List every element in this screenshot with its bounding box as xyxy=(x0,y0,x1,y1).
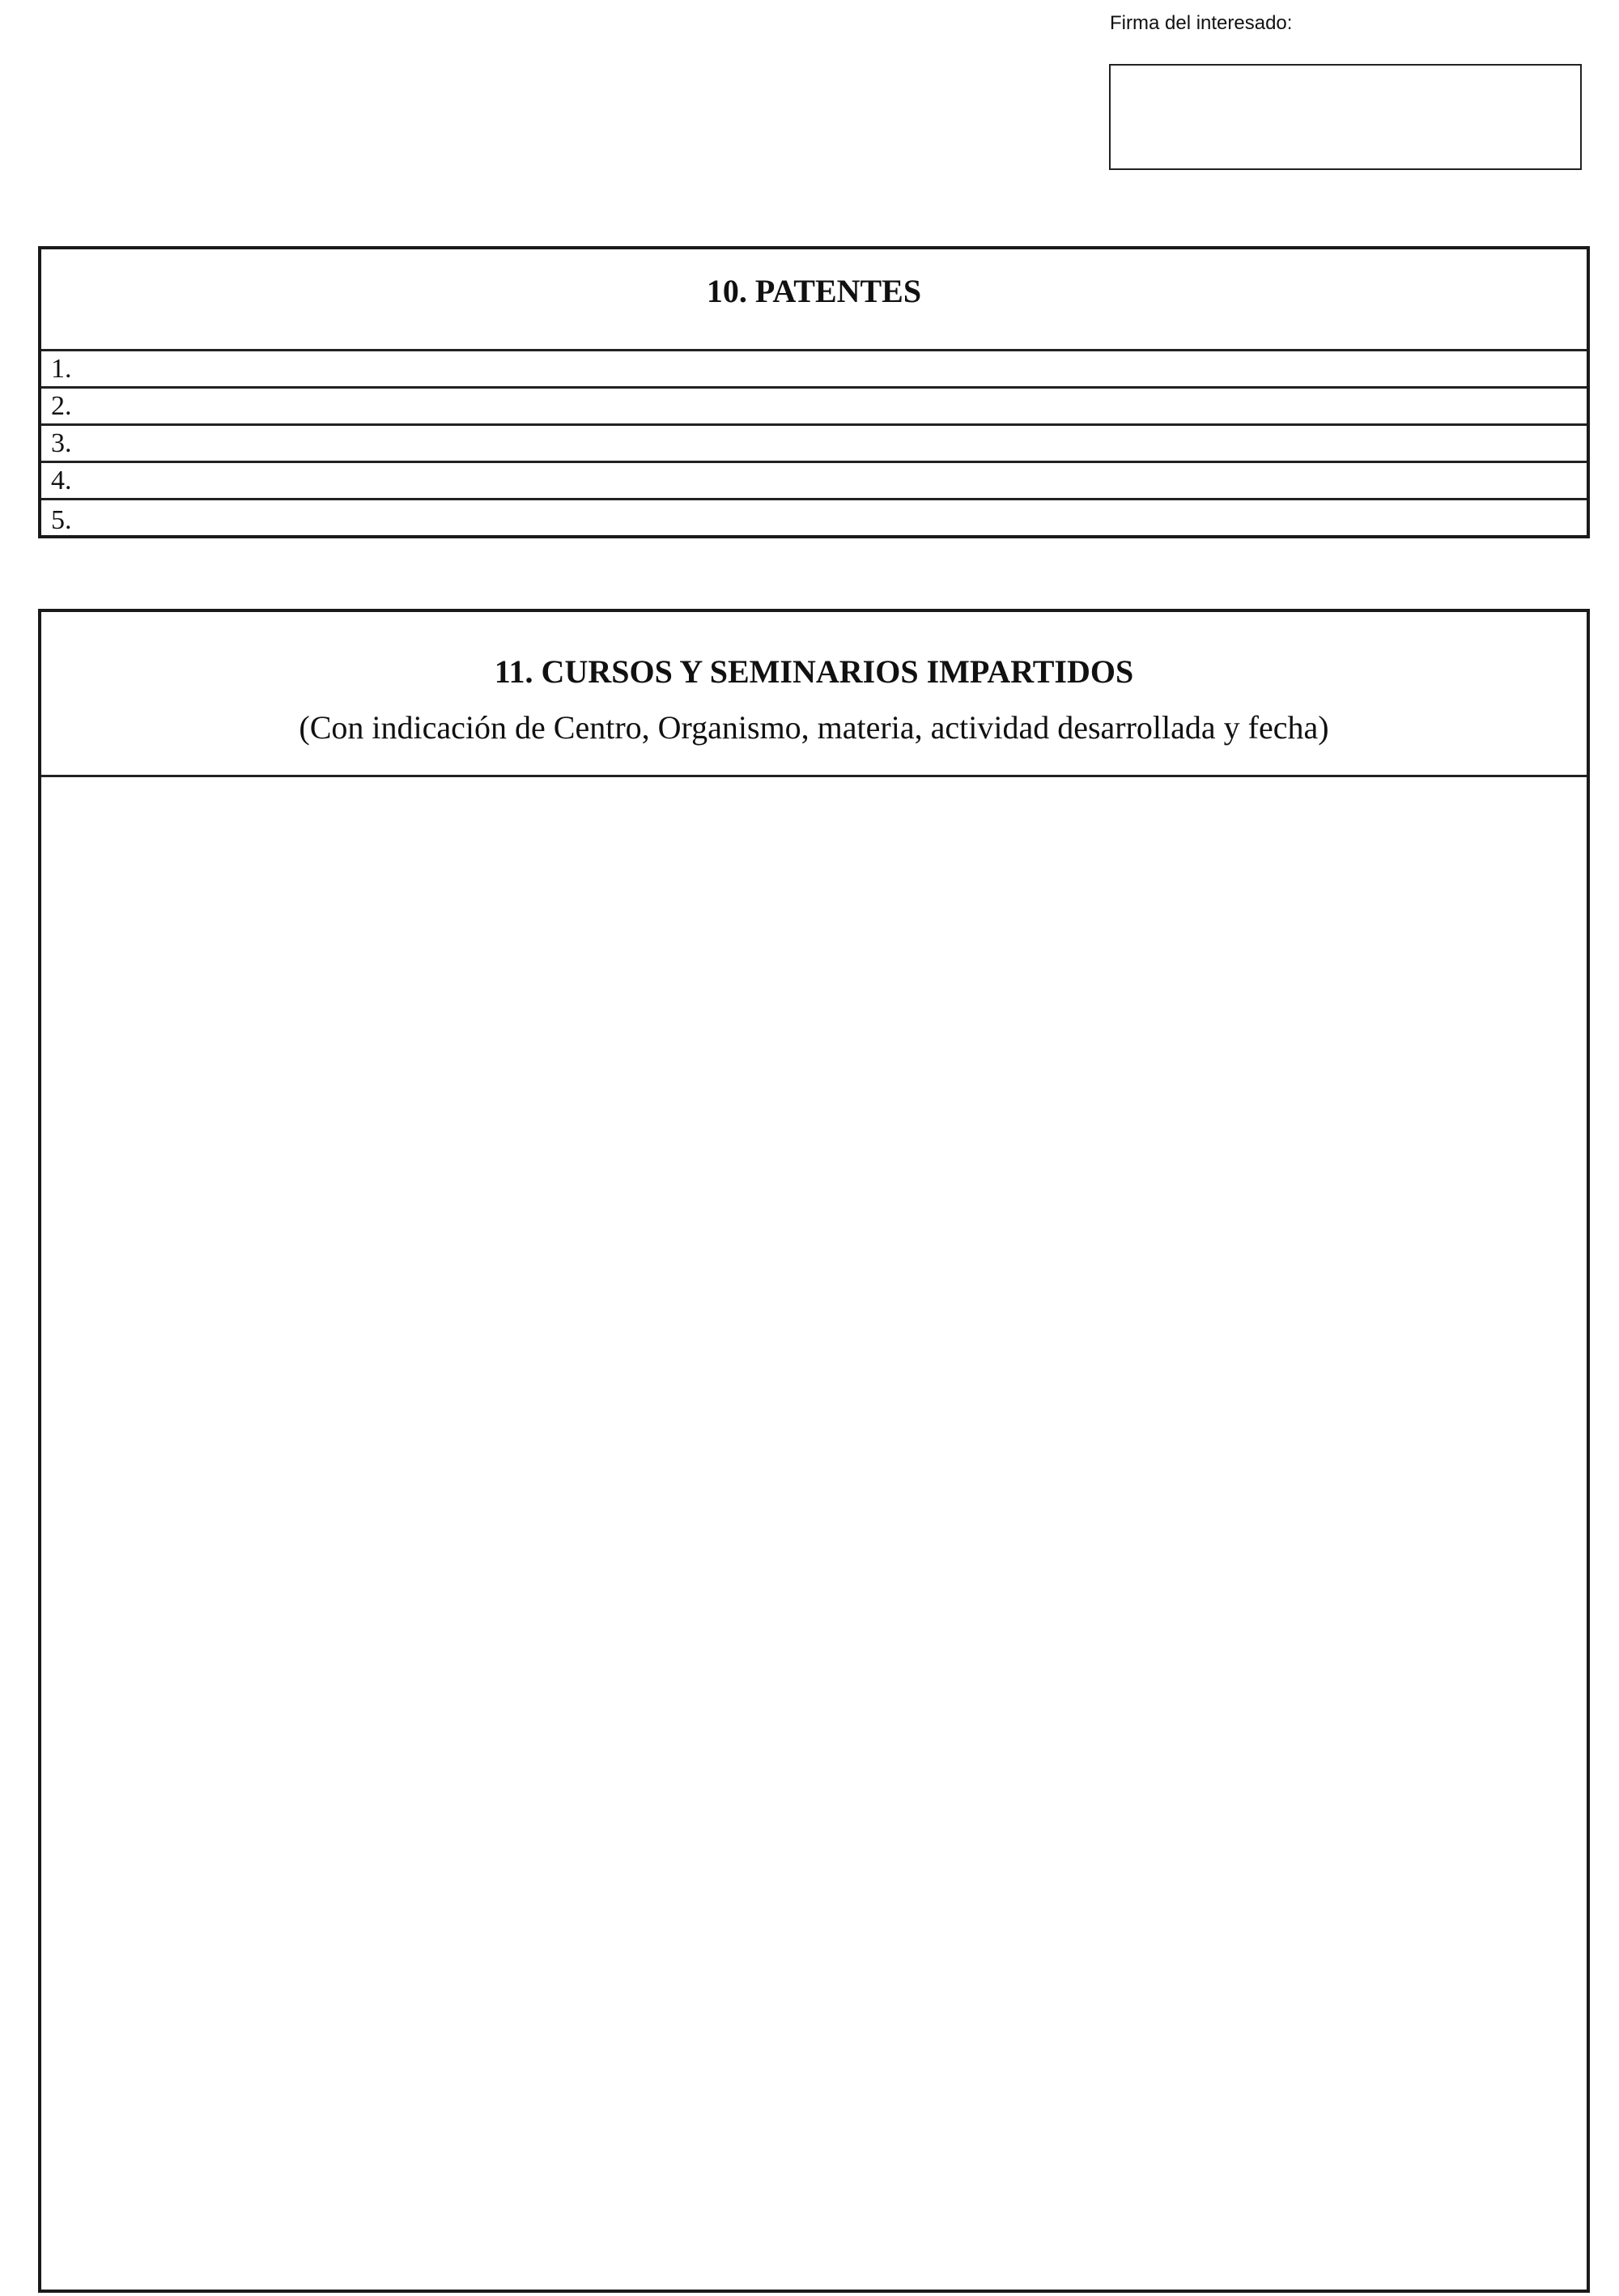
patent-entry-row[interactable] xyxy=(41,389,1587,426)
patent-entry-row[interactable] xyxy=(41,426,1587,463)
patents-list xyxy=(41,351,1587,538)
patent-entry-row[interactable] xyxy=(41,351,1587,389)
patent-entry-number: 5. xyxy=(51,505,72,535)
patent-entry-number: 4. xyxy=(51,466,72,495)
patent-entry-number: 1. xyxy=(51,354,72,384)
patents-header xyxy=(41,249,1587,351)
patents-section xyxy=(38,246,1590,538)
courses-header xyxy=(41,612,1587,777)
patent-entry-number: 2. xyxy=(51,391,72,421)
signature-label: Firma del interesado: xyxy=(1110,12,1293,34)
courses-title: 11. CURSOS Y SEMINARIOS IMPARTIDOS xyxy=(494,653,1134,690)
courses-subtitle: (Con indicación de Centro, Organismo, materia, actividad desarrollada y fecha) xyxy=(299,709,1329,746)
signature-field[interactable] xyxy=(1109,64,1582,170)
courses-entry-area[interactable] xyxy=(41,777,1587,2290)
patent-entry-row[interactable] xyxy=(41,500,1587,538)
courses-section xyxy=(38,609,1590,2293)
patent-entry-number: 3. xyxy=(51,428,72,458)
patents-title: 10. PATENTES xyxy=(706,273,922,309)
patent-entry-row[interactable] xyxy=(41,463,1587,500)
